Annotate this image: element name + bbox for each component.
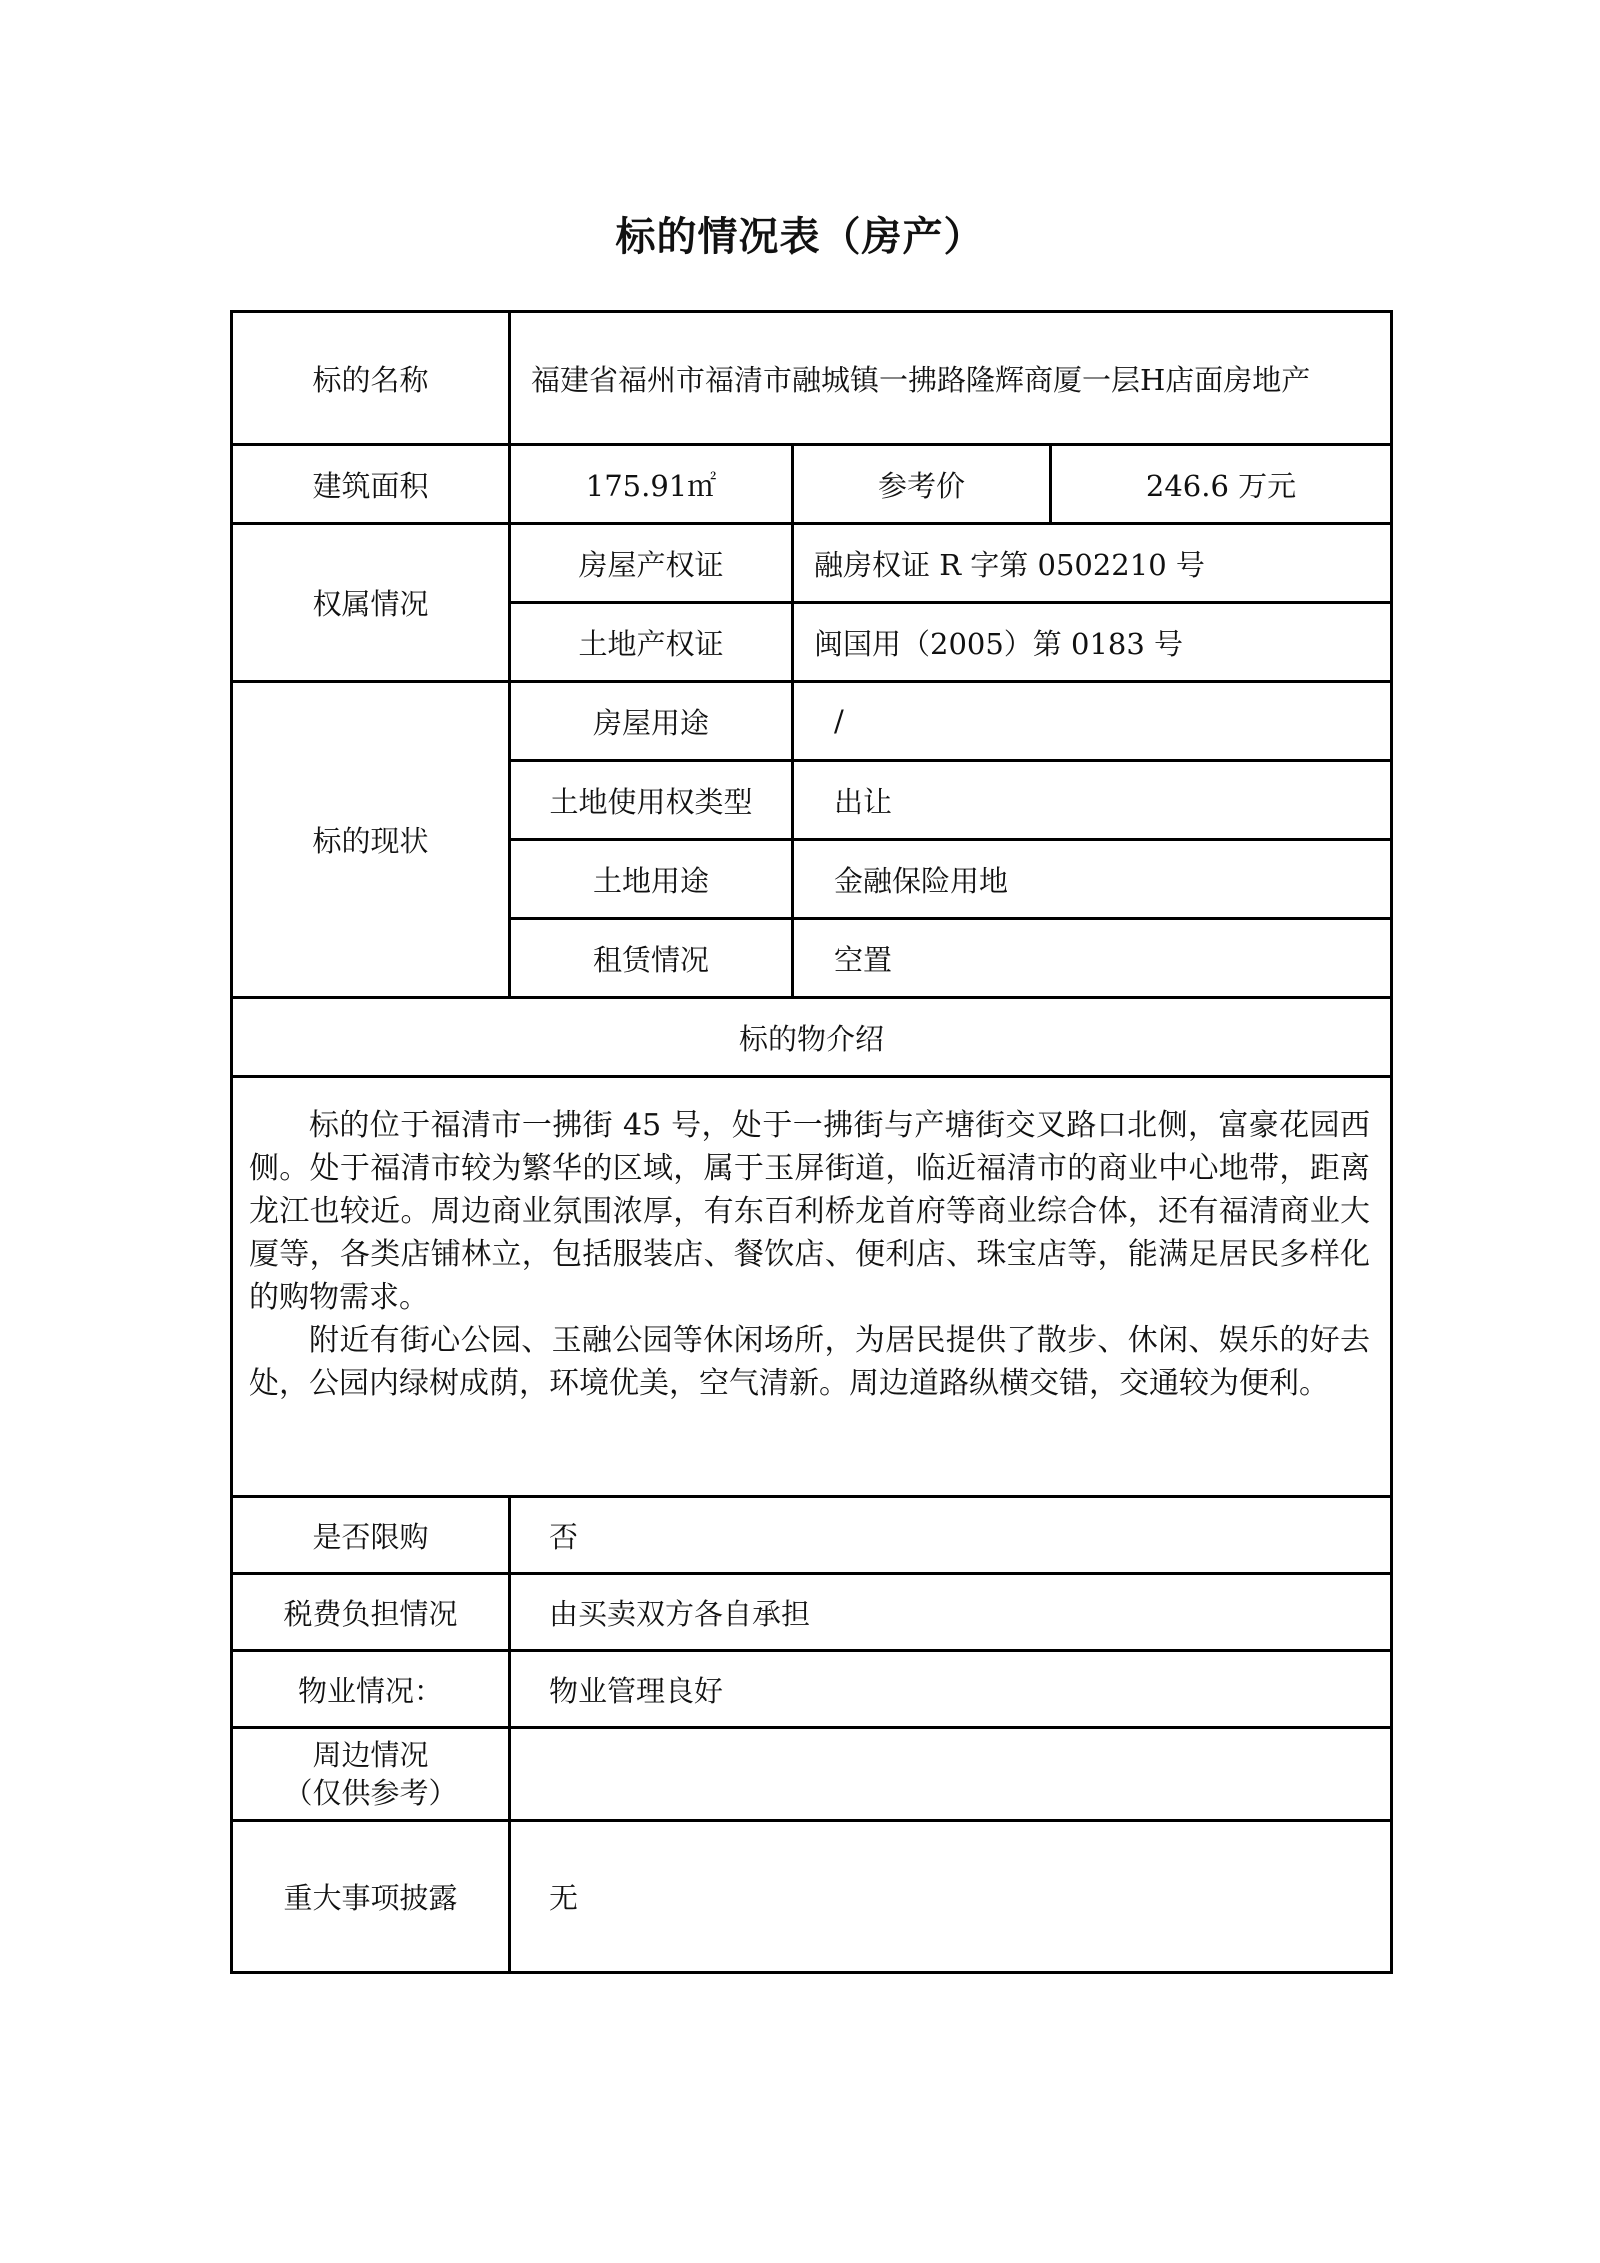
tax-value: 由买卖双方各自承担 (510, 1574, 1392, 1651)
table-row (232, 1497, 1392, 1574)
property-info-table (230, 310, 1393, 1974)
intro-paragraph-1: 标的位于福清市一拂街 45 号，处于一拂街与产塘街交叉路口北侧，富豪花园西侧。处于福清市较为繁华的区域，属于玉屏街道，临近福清市的商业中心地带，距离龙江也较近。周边商业氛围浓厚，有东百利桥龙首府等商业综合体，还有福清商业大厦等，各类店铺林立，包括服装店、餐饮店、便利店、珠宝店等，能满足居民多样化的购物需求。 (249, 1108, 1371, 1315)
intro-body (232, 1077, 1392, 1497)
land-use-label: 土地用途 (510, 840, 793, 919)
lease-label: 租赁情况 (510, 919, 793, 998)
area-value: 175.91㎡ (510, 445, 793, 524)
table-row (232, 312, 1392, 445)
table-row (232, 998, 1392, 1077)
purchase-limit-value: 否 (510, 1497, 1392, 1574)
disclosure-value: 无 (510, 1821, 1392, 1973)
land-right-type-value: 出让 (793, 761, 1392, 840)
ownership-label: 权属情况 (232, 524, 510, 682)
surroundings-label-line-1: 周边情况 (312, 1738, 429, 1772)
land-cert-label: 土地产权证 (510, 603, 793, 682)
disclosure-label: 重大事项披露 (232, 1821, 510, 1973)
surroundings-label (232, 1728, 510, 1821)
price-value: 246.6 万元 (1051, 445, 1392, 524)
surroundings-label-line-2: （仅供参考） (283, 1776, 458, 1810)
house-use-value: / (793, 682, 1392, 761)
intro-header: 标的物介绍 (232, 998, 1392, 1077)
table-row (232, 524, 1392, 603)
page-title: 标的情况表（房产） (615, 213, 985, 260)
tax-label: 税费负担情况 (232, 1574, 510, 1651)
area-label: 建筑面积 (232, 445, 510, 524)
land-right-type-label: 土地使用权类型 (510, 761, 793, 840)
table-row (232, 682, 1392, 761)
surroundings-value (510, 1728, 1392, 1821)
intro-paragraph-2: 附近有街心公园、玉融公园等休闲场所，为居民提供了散步、休闲、娱乐的好去处，公园内绿树成荫，环境优美，空气清新。周边道路纵横交错，交通较为便利。 (249, 1323, 1371, 1401)
table-row (232, 1728, 1392, 1821)
table-row (232, 1651, 1392, 1728)
house-use-label: 房屋用途 (510, 682, 793, 761)
name-label: 标的名称 (232, 312, 510, 445)
house-cert-label: 房屋产权证 (510, 524, 793, 603)
purchase-limit-label: 是否限购 (232, 1497, 510, 1574)
table-row (232, 1077, 1392, 1497)
land-use-value: 金融保险用地 (793, 840, 1392, 919)
table-row (232, 1821, 1392, 1973)
name-value: 福建省福州市福清市融城镇一拂路隆辉商厦一层H店面房地产 (510, 312, 1392, 445)
house-cert-value: 融房权证 R 字第 0502210 号 (793, 524, 1392, 603)
table-row (232, 445, 1392, 524)
property-mgmt-label: 物业情况： (232, 1651, 510, 1728)
lease-value: 空置 (793, 919, 1392, 998)
status-label: 标的现状 (232, 682, 510, 998)
land-cert-value: 闽国用（2005）第 0183 号 (793, 603, 1392, 682)
price-label: 参考价 (793, 445, 1051, 524)
table-row (232, 1574, 1392, 1651)
property-mgmt-value: 物业管理良好 (510, 1651, 1392, 1728)
